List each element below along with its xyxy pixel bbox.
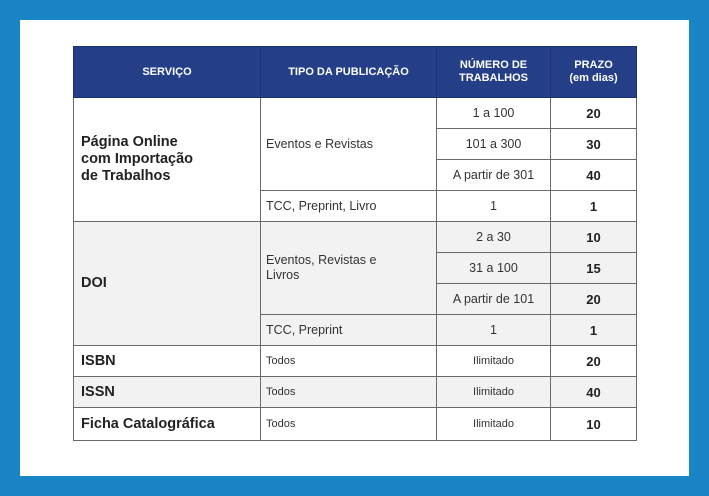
table-row bbox=[74, 98, 637, 129]
numero-cell: Ilimitado bbox=[437, 346, 551, 377]
service-pagina-line2: com Importação bbox=[81, 151, 193, 167]
tipo-doi-line2: Livros bbox=[266, 268, 300, 282]
numero-cell: 1 a 100 bbox=[437, 98, 551, 129]
tipo-cell: TCC, Preprint, Livro bbox=[261, 191, 437, 222]
service-issn: ISSN bbox=[74, 377, 261, 408]
prazo-cell: 15 bbox=[551, 253, 637, 284]
numero-cell: Ilimitado bbox=[437, 408, 551, 441]
header-prazo bbox=[551, 47, 637, 98]
numero-cell: 31 a 100 bbox=[437, 253, 551, 284]
service-pagina-line1: Página Online bbox=[81, 134, 178, 150]
tipo-cell: Eventos e Revistas bbox=[261, 98, 437, 191]
table-row bbox=[74, 408, 637, 441]
service-doi: DOI bbox=[74, 222, 261, 346]
header-numero-line2: TRABALHOS bbox=[458, 72, 529, 84]
numero-cell: 1 bbox=[437, 315, 551, 346]
content-card bbox=[20, 20, 689, 476]
numero-cell: 1 bbox=[437, 191, 551, 222]
header-numero bbox=[437, 47, 551, 98]
tipo-cell bbox=[261, 222, 437, 315]
service-ficha: Ficha Catalográfica bbox=[74, 408, 261, 441]
numero-cell: A partir de 101 bbox=[437, 284, 551, 315]
numero-cell: Ilimitado bbox=[437, 377, 551, 408]
table-row bbox=[74, 346, 637, 377]
prazo-cell: 10 bbox=[551, 408, 637, 441]
header-tipo: TIPO DA PUBLICAÇÃO bbox=[261, 47, 437, 98]
tipo-cell: Todos bbox=[261, 346, 437, 377]
prazo-cell: 20 bbox=[551, 284, 637, 315]
prazo-cell: 10 bbox=[551, 222, 637, 253]
service-pagina-online bbox=[74, 98, 261, 222]
tipo-cell: Todos bbox=[261, 377, 437, 408]
table-row bbox=[74, 377, 637, 408]
prazo-cell: 20 bbox=[551, 346, 637, 377]
header-numero-line1: NÚMERO DE bbox=[459, 59, 528, 71]
numero-cell: A partir de 301 bbox=[437, 160, 551, 191]
service-pagina-line3: de Trabalhos bbox=[81, 168, 171, 184]
tipo-cell: Todos bbox=[261, 408, 437, 441]
prazo-cell: 1 bbox=[551, 191, 637, 222]
prazo-cell: 20 bbox=[551, 98, 637, 129]
prazo-cell: 30 bbox=[551, 129, 637, 160]
header-prazo-line1: PRAZO bbox=[574, 59, 613, 71]
prazo-cell: 1 bbox=[551, 315, 637, 346]
numero-cell: 2 a 30 bbox=[437, 222, 551, 253]
tipo-doi-line1: Eventos, Revistas e bbox=[266, 253, 377, 267]
header-prazo-line2: (em dias) bbox=[569, 72, 618, 84]
pricing-table bbox=[73, 46, 637, 441]
tipo-cell: TCC, Preprint bbox=[261, 315, 437, 346]
table-row bbox=[74, 222, 637, 253]
prazo-cell: 40 bbox=[551, 160, 637, 191]
numero-cell: 101 a 300 bbox=[437, 129, 551, 160]
prazo-cell: 40 bbox=[551, 377, 637, 408]
table-header bbox=[74, 47, 637, 98]
header-servico: SERVIÇO bbox=[74, 47, 261, 98]
service-isbn: ISBN bbox=[74, 346, 261, 377]
